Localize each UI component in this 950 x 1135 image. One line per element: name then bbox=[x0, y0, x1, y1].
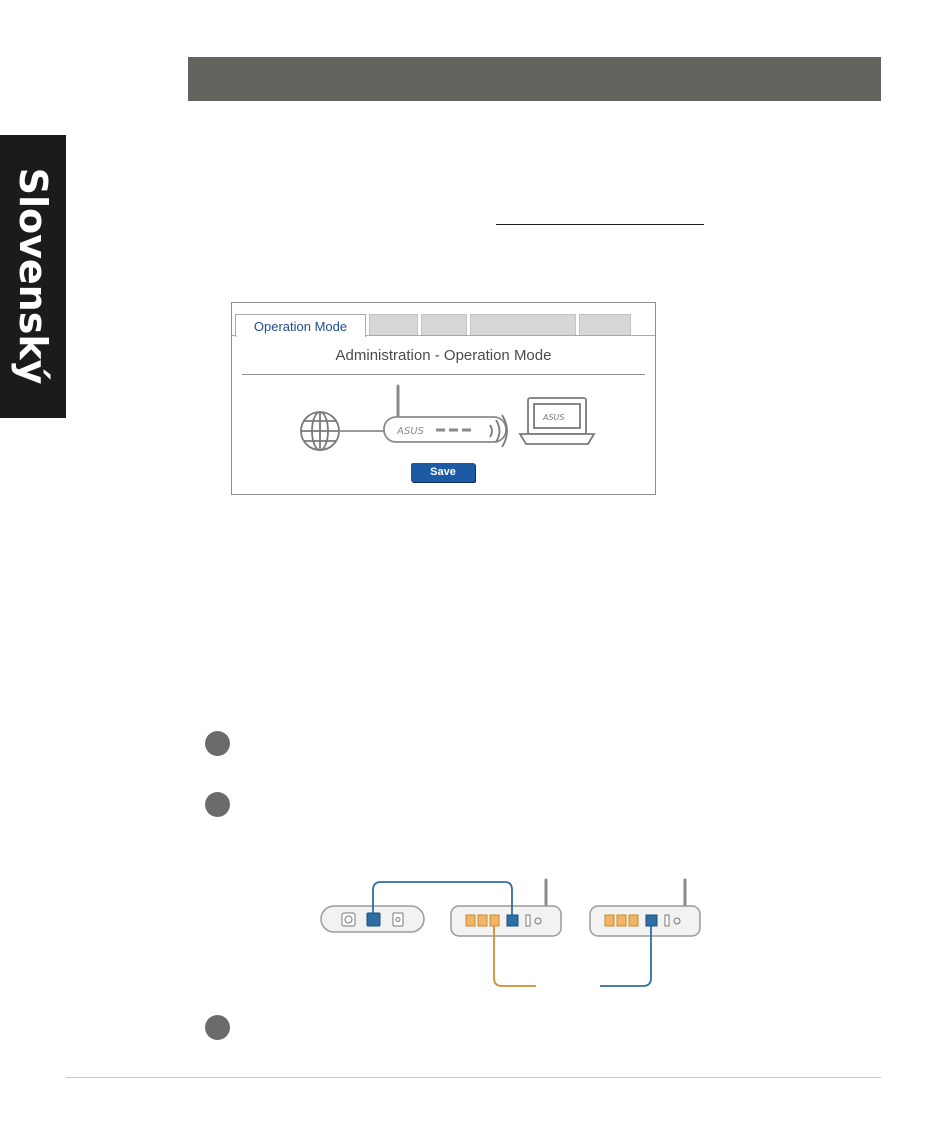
laptop-brand: ASUS bbox=[543, 413, 565, 422]
router-1-icon bbox=[451, 880, 561, 936]
router-2-icon bbox=[590, 880, 700, 936]
panel-title: Administration - Operation Mode bbox=[335, 347, 552, 364]
router-brand: ASUS bbox=[397, 426, 424, 437]
language-label: Slovenský bbox=[11, 167, 55, 385]
save-button[interactable]: Save bbox=[411, 463, 475, 482]
footer-divider bbox=[66, 1077, 881, 1078]
tab-operation-mode[interactable]: Operation Mode bbox=[235, 314, 366, 337]
